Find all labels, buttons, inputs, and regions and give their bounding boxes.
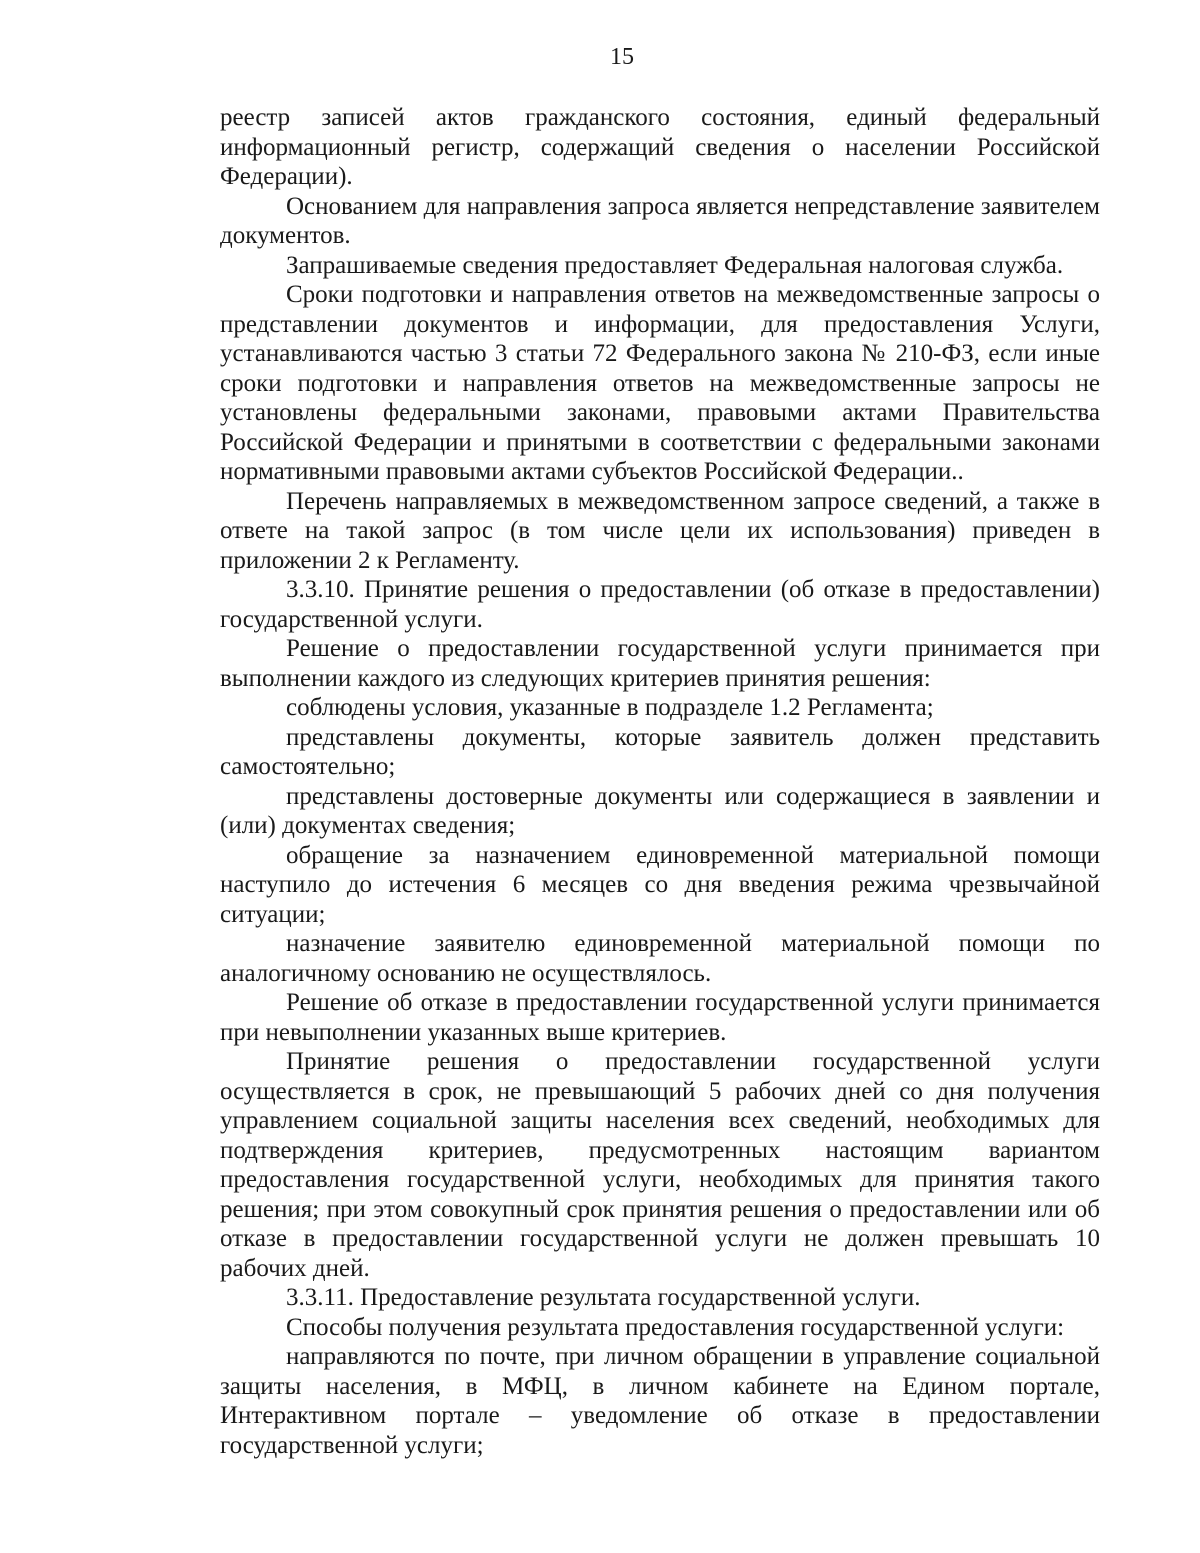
paragraph: Перечень направляемых в межведомственном запросе сведений, а также в ответе на такой запрос (в том числе цели их использования) приведен в приложении 2 к Регламенту.	[220, 487, 1100, 574]
paragraph: направляются по почте, при личном обращении в управление социальной защиты населения, в МФЦ, в личном кабинете на Едином портале, Интерактивном портале – уведомление об отказе в предоставлении государственной услуги;	[220, 1343, 1100, 1459]
paragraph: Способы получения результата предоставления государственной услуги:	[286, 1313, 1065, 1341]
criteria-item: обращение за назначением единовременной материальной помощи наступило до истечения 6 месяцев со дня введения режима чрезвычайной ситуации;	[220, 841, 1100, 928]
paragraph: Сроки подготовки и направления ответов на межведомственные запросы о представлении документов и информации, для предоставления Услуги, устанавливаются частью 3 статьи 72 Федерального закона № 210-ФЗ, если иные сроки подготовки и направления ответов на межведомственные запросы не установлены федеральными законами, правовыми актами Правительства Российской Федерации и принятыми в соответствии с федеральными законами нормативными правовыми актами субъектов Российской Федерации..	[220, 281, 1100, 485]
criteria-item: представлены достоверные документы или содержащиеся в заявлении и (или) документах сведения;	[220, 782, 1100, 839]
criteria-item: назначение заявителю единовременной материальной помощи по аналогичному основанию не осуществлялось.	[220, 930, 1100, 987]
criteria-item: соблюдены условия, указанные в подразделе 1.2 Регламента;	[286, 694, 934, 721]
paragraph: Решение об отказе в предоставлении государственной услуги принимается при невыполнении указанных выше критериев.	[220, 989, 1100, 1046]
section-heading-3-3-11: 3.3.11. Предоставление результата государственной услуги.	[286, 1284, 921, 1311]
page-number: 15	[610, 44, 634, 70]
document-body	[220, 103, 1100, 1460]
paragraph: Принятие решения о предоставлении государственной услуги осуществляется в срок, не превышающий 5 рабочих дней со дня получения управлением социальной защиты населения всех сведений, необходимых для подтверждения критериев, предусмотренных настоящим вариантом предоставления государственной услуги, необходимых для принятия такого решения; при этом совокупный срок принятия решения о предоставлении или об отказе в предоставлении государственной услуги не должен превышать 10 рабочих дней.	[220, 1048, 1100, 1282]
paragraph: Основанием для направления запроса является непредставление заявителем документов.	[220, 192, 1100, 249]
section-heading-3-3-10: 3.3.10. Принятие решения о предоставлении (об отказе в предоставлении) государственной услуги.	[220, 576, 1100, 633]
paragraph: Решение о предоставлении государственной услуги принимается при выполнении каждого из следующих критериев принятия решения:	[220, 635, 1100, 692]
criteria-item: представлены документы, которые заявитель должен представить самостоятельно;	[220, 723, 1100, 780]
paragraph: Запрашиваемые сведения предоставляет Федеральная налоговая служба.	[286, 251, 1064, 279]
paragraph: реестр записей актов гражданского состояния, единый федеральный информационный регистр, содержащий сведения о населении Российской Федерации).	[220, 104, 1100, 190]
